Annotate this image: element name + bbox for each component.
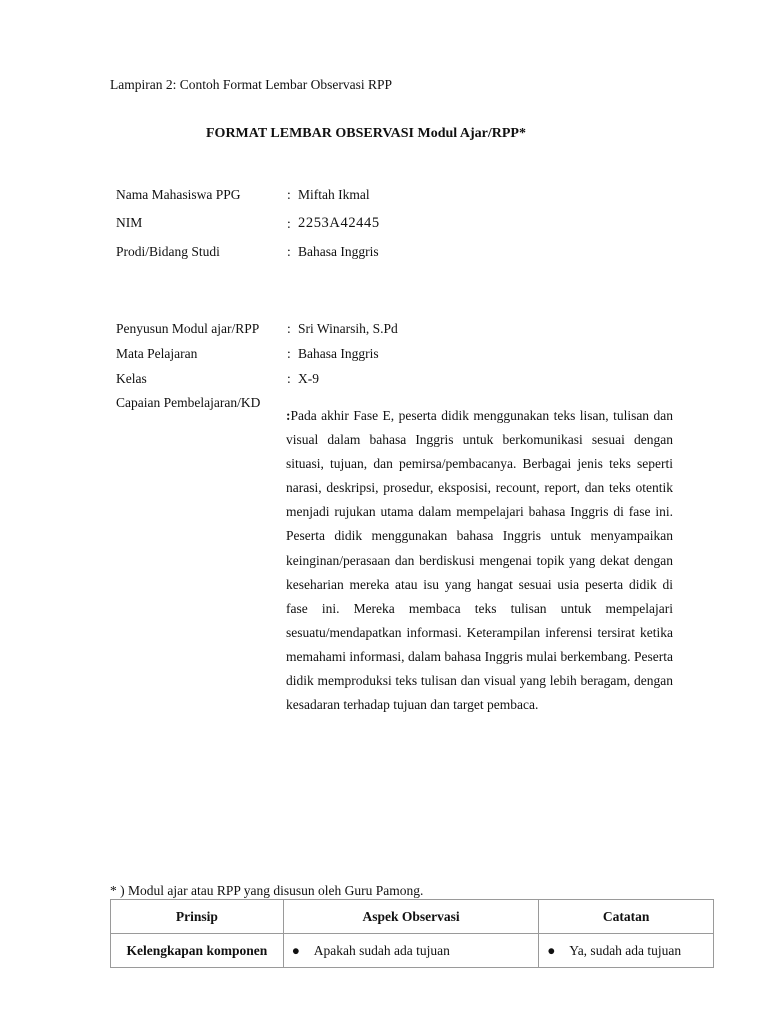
label-penyusun: Penyusun Modul ajar/RPP bbox=[116, 321, 260, 336]
bullet-icon: ● bbox=[547, 942, 556, 958]
cell-catatan bbox=[539, 934, 714, 968]
bullet-icon: ● bbox=[291, 942, 300, 958]
value-penyusun: Sri Winarsih, S.Pd bbox=[298, 321, 398, 336]
capaian-text: Pada akhir Fase E, peserta didik menggunakan teks lisan, tulisan dan visual dalam bahasa Inggris untuk berkomunikasi sesuai dengan situasi, tujuan, dan pemirsa/pembacanya. Berbagai jenis teks seperti narasi, deskripsi, prosedur, eksposisi, recount, report, dan teks otentik menjadi rujukan utama dalam mempelajari bahasa Inggris di fase ini. Peserta didik menggunakan bahasa Inggris untuk menyampaikan keinginan/perasaan dan berdiskusi mengenai topik yang dekat dengan keseharian mereka atau isu yang hangat sesuai usia peserta didik di fase ini. Mereka membaca teks tulisan untuk mempelajari sesuatu/mendapatkan informasi. Keterampilan inferensi tersirat ketika memahami informasi, dalam bahasa Inggris mulai berkembang. Peserta didik memproduksi teks tulisan dan visual yang lebih beragam, dengan kesadaran terhadap tujuan dan target pembaca. bbox=[286, 408, 673, 713]
label-nim: NIM bbox=[116, 215, 143, 230]
lampiran-heading: Lampiran 2: Contoh Format Lembar Observasi RPP bbox=[110, 77, 392, 92]
label-nama-mahasiswa: Nama Mahasiswa PPG bbox=[116, 187, 241, 202]
header-aspek-observasi: Aspek Observasi bbox=[283, 900, 539, 934]
header-prinsip: Prinsip bbox=[111, 900, 284, 934]
table-row bbox=[111, 934, 714, 968]
label-capaian: Capaian Pembelajaran/KD bbox=[116, 395, 261, 410]
colon: : bbox=[287, 244, 291, 259]
colon: : bbox=[287, 371, 291, 386]
document-title bbox=[0, 126, 768, 142]
colon: : bbox=[287, 346, 291, 361]
capaian-colon: : bbox=[286, 408, 291, 423]
label-kelas: Kelas bbox=[116, 371, 147, 386]
cell-aspek bbox=[283, 934, 539, 968]
value-mata-pelajaran: Bahasa Inggris bbox=[298, 346, 379, 361]
value-prodi: Bahasa Inggris bbox=[298, 244, 379, 259]
colon: : bbox=[287, 216, 291, 231]
footnote: * ) Modul ajar atau RPP yang disusun oleh Guru Pamong. bbox=[110, 883, 424, 898]
colon: : bbox=[287, 321, 291, 336]
document-title-text: FORMAT LEMBAR OBSERVASI Modul Ajar/RPP* bbox=[206, 126, 526, 141]
cell-aspek-text: Apakah sudah ada tujuan bbox=[313, 942, 450, 958]
label-prodi: Prodi/Bidang Studi bbox=[116, 244, 220, 259]
label-mata-pelajaran: Mata Pelajaran bbox=[116, 346, 198, 361]
table-header-row bbox=[111, 900, 714, 934]
value-nim: 2253A42445 bbox=[298, 215, 380, 231]
value-kelas: X-9 bbox=[298, 371, 319, 386]
value-nama-mahasiswa: Miftah Ikmal bbox=[298, 187, 370, 202]
header-catatan: Catatan bbox=[539, 900, 714, 934]
colon: : bbox=[287, 187, 291, 202]
observation-table bbox=[110, 899, 714, 968]
cell-catatan-text: Ya, sudah ada tujuan bbox=[569, 942, 682, 958]
cell-prinsip: Kelengkapan komponen bbox=[111, 934, 284, 968]
capaian-paragraph bbox=[286, 404, 673, 717]
